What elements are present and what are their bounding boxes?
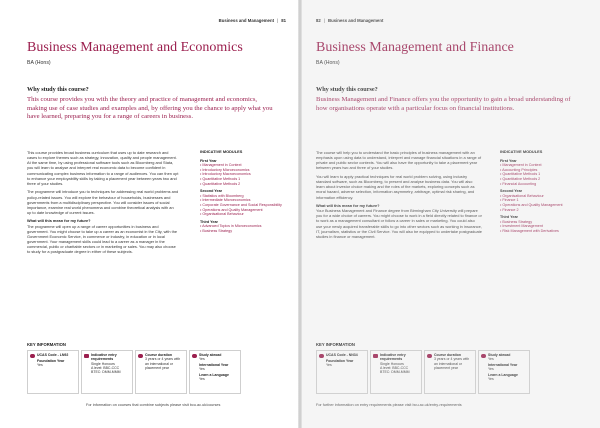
module-item: • Introductory Microeconomics bbox=[200, 167, 250, 172]
year-label: First Year bbox=[500, 158, 517, 163]
year-label: First Year bbox=[200, 158, 217, 163]
module-item: • Operations and Quality Management bbox=[200, 207, 263, 212]
key-box-title: UCAS Code - LN92 bbox=[37, 353, 69, 357]
entry-requirements-box bbox=[81, 350, 133, 394]
key-information-heading: KEY INFORMATION bbox=[27, 342, 66, 347]
module-item: • Quantitative Methods 1 bbox=[200, 176, 241, 181]
module-item: • Introductory Macroeconomics bbox=[200, 172, 251, 177]
key-information bbox=[27, 350, 243, 394]
module-item: • Statistics with Bloomberg bbox=[200, 193, 244, 198]
key-box-line: A level: BBC-CCC bbox=[380, 365, 409, 370]
module-item: • Finance 1 bbox=[500, 198, 519, 203]
key-information bbox=[316, 350, 532, 394]
module-item: • Business Strategy bbox=[500, 219, 533, 224]
ucas-code-box bbox=[27, 350, 79, 394]
degree-type: BA (Hons) bbox=[316, 60, 340, 66]
circle-icon bbox=[481, 354, 486, 359]
key-box-title: Study abroad bbox=[488, 353, 511, 357]
year-label: Third Year bbox=[500, 215, 518, 220]
key-box-label: International Year bbox=[199, 363, 229, 368]
key-box-value: Yes bbox=[488, 377, 494, 382]
module-item: • Corporate Governance and Social Responsibility bbox=[200, 202, 282, 207]
key-box-line: 3 years or 4 years with an international or placement year bbox=[434, 357, 470, 370]
body-paragraph: Your Business Management and Finance degree from Birmingham City University will prepare you for a wide choice of careers. You might choose to work in a field directly related to finance or to work as a management consultant or follow a career in sales or marketing. You could also use your newly acquired transferable skills to go into other sectors such as working in insurance, IT, journalism, statistics or the Civil Service. You will also be equipped to undertake postgraduate studies in finance or management. bbox=[316, 208, 482, 239]
key-box-title: Indicative entry requirements bbox=[91, 353, 117, 362]
key-box-line: Single Honours bbox=[91, 361, 115, 366]
square-icon bbox=[84, 354, 89, 359]
body-paragraph: The course will help you to understand the basic principles of business management with an emphasis upon using data to understand, interpret and manage financial situations in a range of private and public sector contexts. You will also have the opportunity to take a placement year between years two and three of your studies. bbox=[316, 150, 482, 171]
module-item: • Management in Context bbox=[500, 163, 542, 168]
module-item: • Organisational Behaviour bbox=[500, 193, 544, 198]
running-header: Business and Management | 81 bbox=[218, 18, 286, 23]
key-box-line: A level: BBC-CCC bbox=[91, 365, 120, 370]
course-duration-box bbox=[424, 350, 476, 394]
key-box-value: Yes bbox=[199, 367, 205, 372]
lead-paragraph: Business Management and Finance offers you the opportunity to gain a broad understanding of how organisations operate with a particular focus on financial institutions. bbox=[316, 96, 571, 112]
circle-icon bbox=[427, 354, 432, 359]
module-item: • Intermediate Microeconomics bbox=[200, 198, 251, 203]
running-section: Business and Management bbox=[327, 18, 384, 23]
module-item: • Business Strategy bbox=[200, 228, 233, 233]
footer-note: For further information on entry requirements please visit bcu.ac.uk/entry-requirements bbox=[316, 403, 462, 407]
key-box-line: Single Honours bbox=[380, 361, 404, 366]
body-paragraph: The programme will open up a range of career opportunities in business and government. You might choose to take up a career as an economist in the City, with the Government Economic Service, in commerce or industry, in education or in local government. Your management skills could lead to a career as a manager in the commercial, public or charitable sectors or in marketing or sales. You may also choose to study for a postgraduate degree in either of these subjects. bbox=[27, 223, 178, 255]
study-abroad-box bbox=[478, 350, 530, 394]
square-icon bbox=[373, 354, 378, 359]
key-box-value: Yes bbox=[488, 367, 494, 372]
module-item: • Financial Accounting bbox=[500, 181, 537, 186]
key-box-value: Yes bbox=[199, 357, 205, 362]
indicative-modules bbox=[200, 150, 284, 234]
indicative-modules bbox=[500, 150, 590, 234]
why-heading: Why study this course? bbox=[316, 86, 378, 93]
key-box-value: Yes bbox=[199, 377, 205, 382]
module-item: • Advanced Topics in Microeconomics bbox=[200, 224, 262, 229]
module-item: • Organisational Behaviour bbox=[200, 212, 244, 217]
why-heading: Why study this course? bbox=[27, 86, 89, 93]
key-box-label: Foundation Year bbox=[326, 358, 354, 363]
course-duration-box bbox=[135, 350, 187, 394]
module-item: • Management in Context bbox=[200, 163, 242, 168]
study-abroad-box bbox=[189, 350, 241, 394]
page-gutter bbox=[298, 0, 302, 428]
key-box-label: Learn a Language bbox=[199, 373, 229, 378]
module-item: • Risk Management with Derivatives bbox=[500, 228, 559, 233]
circle-icon bbox=[319, 354, 324, 359]
footer-note: For information on courses that combine subjects please visit bcu.ac.uk/courses bbox=[86, 403, 221, 407]
key-box-label: Learn a Language bbox=[488, 373, 518, 378]
key-box-value: Yes bbox=[37, 363, 43, 368]
key-box-label: Foundation Year bbox=[37, 358, 65, 363]
module-item: • Finance 2 bbox=[500, 207, 519, 212]
body-paragraph: You will learn to apply practical techniques for real world problem solving, using industry standard software, such as Bloomberg, to present and analyse business data. You will also learn about investor choice making and the roles of the markets, exploring concepts such as moral hazard, adverse selection, information asymmetry, arbitrage, optimal risk sharing, and information efficiency. bbox=[316, 173, 475, 200]
circle-icon bbox=[30, 354, 35, 359]
circle-icon bbox=[138, 354, 143, 359]
key-box-title: Course duration bbox=[434, 353, 462, 357]
modules-heading: INDICATIVE MODULES bbox=[200, 149, 243, 154]
module-item: • Accounting Principles bbox=[500, 167, 538, 172]
key-box-line: 3 years or 4 years with an international or placement year bbox=[145, 357, 181, 370]
module-item: • Operations and Quality Management bbox=[500, 202, 563, 207]
year-label: Second Year bbox=[200, 189, 223, 194]
key-box-line: BTEC: DMM-MMM bbox=[91, 370, 121, 375]
degree-type: BA (Hons) bbox=[27, 60, 51, 66]
key-box-line: BTEC: DMM-MMM bbox=[380, 370, 410, 375]
key-box-title: Indicative entry requirements bbox=[380, 353, 406, 362]
body-text bbox=[27, 150, 179, 258]
body-paragraph: This course provides broad business curriculum that uses up to date research and cases to explore themes such as strategy, innovation, quality and people management. At the same time, by using professional software tools such as Bloomberg and Stata, you will learn to analyse and interpret real economic data to become confident in communicating complex business information to a range of audiences. You can then opt to enhance your employability skills by taking a placement year between years two and three of your studies. bbox=[27, 150, 179, 186]
future-heading: What will this mean for my future? bbox=[316, 203, 380, 208]
page-number: 81 bbox=[281, 18, 286, 23]
lead-paragraph: This course provides you with the theory and practice of management and economics, making use of case studies and examples and, by offering you the chance to apply what you have learned, preparing you for a range of careers in business. bbox=[27, 96, 273, 121]
key-box-title: UCAS Code - NN34 bbox=[326, 353, 358, 357]
body-text bbox=[316, 150, 482, 242]
circle-icon bbox=[192, 354, 197, 359]
running-section: Business and Management bbox=[218, 18, 275, 23]
module-item: • Quantitative Methods 2 bbox=[500, 176, 541, 181]
module-item: • Quantitative Methods 2 bbox=[200, 181, 241, 186]
running-header: 82 | Business and Management bbox=[316, 18, 384, 23]
module-item: • Quantitative Methods 1 bbox=[500, 172, 541, 177]
key-information-heading: KEY INFORMATION bbox=[316, 342, 355, 347]
module-item: • Investment Management bbox=[500, 224, 543, 229]
key-box-value: Yes bbox=[488, 357, 494, 362]
modules-heading: INDICATIVE MODULES bbox=[500, 149, 543, 154]
course-title: Business Management and Finance bbox=[316, 40, 514, 55]
page-number: 82 bbox=[316, 18, 321, 23]
key-box-title: Course duration bbox=[145, 353, 173, 357]
right-page bbox=[300, 0, 600, 428]
year-label: Second Year bbox=[500, 189, 523, 194]
course-title: Business Management and Economics bbox=[27, 40, 243, 55]
year-label: Third Year bbox=[200, 219, 218, 224]
entry-requirements-box bbox=[370, 350, 422, 394]
ucas-code-box bbox=[316, 350, 368, 394]
future-heading: What will this mean for my future? bbox=[27, 218, 91, 224]
key-box-title: Study abroad bbox=[199, 353, 222, 357]
body-paragraph: The programme will introduce you to techniques for addressing real world problems and policy-related issues. You will explore the behaviour of households, businesses and governments from a multidisciplinary perspective. You will consider issues of social importance, examine real world phenomena and combine theoretical analysis with an up to date knowledge of current issues. bbox=[27, 189, 179, 216]
key-box-label: International Year bbox=[488, 363, 518, 368]
key-box-value: Yes bbox=[326, 363, 332, 368]
